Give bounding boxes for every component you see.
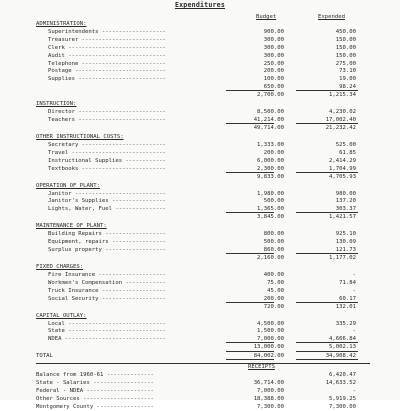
line-item: [0, 320, 400, 328]
line-item: [0, 28, 400, 36]
total-budget-value: 13,000.00: [253, 344, 284, 351]
line-item: [0, 271, 400, 279]
expended-value: 60.17: [339, 295, 356, 302]
total-expended-value: 1,421.57: [329, 214, 356, 221]
grand-total-double-rule: [296, 359, 358, 360]
item-label: Local -----------------------------: [48, 320, 166, 327]
budget-value: 2,300.00: [257, 165, 284, 172]
receipt-label: Federal - NDEA --------------------: [36, 387, 154, 394]
section-total: [0, 91, 400, 99]
leader-dashes: ---------------: [112, 206, 166, 213]
expended-value: 4,230.02: [329, 109, 356, 116]
line-item: [0, 149, 400, 157]
budget-value: 200.00: [263, 295, 284, 302]
section-title: FIXED CHARGES:: [36, 264, 84, 270]
line-item: [0, 67, 400, 75]
receipt-budget-value: 7,300.00: [257, 403, 284, 410]
leader-dashes: -------------------: [98, 28, 166, 35]
line-item: [0, 108, 400, 116]
total-budget-value: 9,833.00: [257, 173, 284, 180]
item-label: Janitor's Supplies ----------------: [48, 198, 166, 205]
leader-dashes: ----------------: [108, 198, 166, 205]
item-label: Lights, Water, Fuel ---------------: [48, 206, 166, 213]
item-label: Telephone -------------------------: [48, 60, 166, 67]
leader-dashes: ---------------------------: [71, 190, 166, 197]
budget-value: 800.00: [263, 231, 284, 238]
item-label: Director --------------------------: [48, 109, 166, 116]
total-budget-value: 3,845.00: [257, 214, 284, 221]
budget-value: 45.00: [267, 287, 284, 294]
total-expended-value: 5,002.13: [329, 344, 356, 351]
section-heading: [0, 20, 400, 28]
item-label: Postage ---------------------------: [48, 68, 166, 75]
total-expended-value: 1,215.34: [329, 92, 356, 99]
section-title: MAINTENANCE OF PLANT:: [36, 223, 107, 230]
expended-value: 19.00: [339, 76, 356, 83]
section-total: [0, 254, 400, 262]
leader-dashes: -------------------------: [78, 165, 166, 172]
expended-value: 303.37: [335, 206, 356, 213]
section-title: ADMINISTRATION:: [36, 21, 87, 27]
total-budget-value: 720.00: [263, 303, 284, 310]
line-item: [0, 52, 400, 60]
total-expended-value: 1,177.02: [329, 254, 356, 261]
receipt-budget-value: 7,000.00: [257, 387, 284, 394]
budget-value: 500.00: [263, 198, 284, 205]
leader-dashes: -----------------------------: [64, 44, 166, 51]
expended-value: 980.00: [335, 190, 356, 197]
total-expended-value: 4,705.93: [329, 173, 356, 180]
item-label: Teachers --------------------------: [48, 117, 166, 123]
receipt-item: [0, 403, 400, 411]
budget-value: 7,000.00: [257, 336, 284, 343]
leader-dashes: -------------------------: [78, 141, 166, 148]
leader-dashes: --------------------------: [74, 117, 166, 123]
section-heading: [0, 312, 400, 320]
budget-value: 6,000.00: [257, 157, 284, 164]
grand-total-budget: 84,002.00: [253, 353, 284, 360]
budget-value: 650.00: [263, 84, 284, 91]
receipt-expended-value: -: [352, 387, 356, 394]
receipt-item: [0, 387, 400, 395]
budget-value: 1,980.00: [257, 190, 284, 197]
grand-total-label: TOTAL: [36, 353, 53, 360]
item-label: Travel ----------------------------: [48, 149, 166, 156]
budget-value: 41,214.00: [253, 117, 284, 123]
leader-dashes: --------------------: [95, 271, 166, 278]
expended-value: 98.24: [339, 84, 356, 91]
expended-value: 130.09: [335, 239, 356, 246]
section-total: [0, 213, 400, 221]
section-heading: [0, 222, 400, 230]
line-item: [0, 287, 400, 295]
line-item: [0, 75, 400, 83]
leader-dashes: ------------------: [101, 247, 166, 253]
page-title: Expenditures: [174, 1, 226, 9]
leader-dashes: -----------------------------: [64, 320, 166, 327]
receipt-expended-value: 5,919.25: [329, 395, 356, 402]
item-label: Social Security -------------------: [48, 295, 166, 302]
leader-dashes: ----------------------------: [68, 149, 166, 156]
item-label: Textbooks -------------------------: [48, 165, 166, 172]
item-label: Fire Insurance --------------------: [48, 271, 166, 278]
item-label: Workmen's Compensation ------------: [48, 279, 166, 286]
budget-value: 1,365.00: [257, 206, 284, 213]
budget-value: 500.00: [263, 239, 284, 246]
expended-value: 1,704.99: [329, 165, 356, 172]
leader-dashes: ------------------------------: [61, 336, 166, 343]
leader-dashes: -------------------: [98, 295, 166, 302]
expended-value: -: [352, 287, 356, 294]
item-label: Audit -----------------------------: [48, 52, 166, 59]
budget-value: 1,500.00: [257, 328, 284, 335]
receipt-budget-value: 18,388.00: [253, 395, 284, 402]
receipt-item: [0, 379, 400, 387]
leader-dashes: -------------------------: [78, 36, 166, 43]
budget-value: 100.00: [263, 76, 284, 83]
item-label: Truck Insurance -------------------: [48, 287, 166, 294]
line-item: [0, 230, 400, 238]
receipt-label: Balance from 1960-61 --------------: [36, 372, 154, 379]
section-title: OPERATION OF PLANT:: [36, 182, 100, 189]
line-item: [0, 44, 400, 52]
expended-value: 71.84: [339, 279, 356, 286]
leader-dashes: ------------: [122, 157, 166, 164]
section-total: [0, 343, 400, 351]
item-label: State -----------------------------: [48, 328, 166, 335]
leader-dashes: ------------------: [101, 231, 166, 238]
receipt-expended-value: 6,420.47: [329, 372, 356, 379]
item-label: Janitor ---------------------------: [48, 190, 166, 197]
leader-dashes: -----------------: [93, 403, 154, 410]
budget-value: 8,500.00: [257, 109, 284, 116]
expended-value: 61.85: [339, 149, 356, 156]
item-label: Treasurer -------------------------: [48, 36, 166, 43]
item-label: NDEA ------------------------------: [48, 336, 166, 343]
leader-dashes: -------------------------: [78, 60, 166, 67]
receipts-heading: RECEIPTS: [248, 364, 275, 371]
leader-dashes: ---------------------------: [71, 68, 166, 75]
leader-dashes: ------------------: [89, 380, 154, 386]
line-item: [0, 279, 400, 287]
receipt-label: Other Sources ---------------------: [36, 395, 154, 402]
line-item: [0, 190, 400, 198]
budget-value: 1,333.00: [257, 141, 284, 148]
budget-value: 300.00: [263, 36, 284, 43]
item-label: Building Repairs ------------------: [48, 231, 166, 238]
expended-value: 73.10: [339, 68, 356, 75]
total-expended-value: 21,232.42: [325, 124, 356, 131]
budget-value: 860.00: [263, 247, 284, 253]
receipt-item: [0, 371, 400, 379]
expended-value: 137.20: [335, 198, 356, 205]
section-title: INSTRUCTION:: [36, 101, 77, 108]
leader-dashes: --------------------------: [74, 76, 166, 83]
section-heading: [0, 182, 400, 190]
expended-value: 450.00: [335, 28, 356, 35]
budget-value: 200.00: [263, 68, 284, 75]
expended-value: 525.00: [335, 141, 356, 148]
total-budget-value: 2,160.00: [257, 254, 284, 261]
section-heading: [0, 100, 400, 108]
receipt-item: [0, 395, 400, 403]
section-title: CAPITAL OUTLAY:: [36, 312, 87, 319]
total-budget-value: 2,700.00: [257, 92, 284, 99]
expended-value: 275.00: [335, 60, 356, 67]
receipt-label: State - Salaries ------------------: [36, 380, 154, 386]
total-expended-value: 132.01: [335, 303, 356, 310]
receipt-label: Montgomery County -----------------: [36, 403, 154, 410]
expended-value: 150.00: [335, 36, 356, 43]
budget-value: 250.00: [263, 60, 284, 67]
budget-value: 75.00: [267, 279, 284, 286]
item-label: Clerk -----------------------------: [48, 44, 166, 51]
receipt-expended-value: 14,633.52: [325, 380, 356, 386]
section-title: OTHER INSTRUCTIONAL COSTS:: [36, 134, 124, 140]
expended-column-header: Expended: [318, 14, 345, 20]
budget-value: 300.00: [263, 52, 284, 59]
item-label: Supplies --------------------------: [48, 76, 166, 83]
section-total: [0, 303, 400, 311]
expended-value: 2,414.29: [329, 157, 356, 164]
leader-dashes: -------------------: [98, 287, 166, 294]
total-budget-value: 49,714.00: [253, 124, 284, 131]
leader-dashes: --------------------------: [74, 109, 166, 116]
item-label: Superintendents -------------------: [48, 28, 166, 35]
receipts-heading-row: [0, 363, 400, 371]
leader-dashes: -----------------------------: [64, 328, 166, 335]
receipt-expended-value: 7,300.00: [329, 403, 356, 410]
expended-value: 17,002.40: [325, 117, 356, 123]
expended-value: 150.00: [335, 44, 356, 51]
line-item: [0, 141, 400, 149]
receipt-budget-value: 36,714.00: [253, 380, 284, 386]
budget-column-header: Budget: [256, 14, 277, 20]
leader-dashes: --------------------: [83, 387, 154, 394]
line-item: [0, 60, 400, 68]
expended-value: 150.00: [335, 52, 356, 59]
expended-value: -: [352, 328, 356, 335]
budget-value: 4,500.00: [257, 320, 284, 327]
section-total: [0, 173, 400, 181]
leader-dashes: --------------: [103, 372, 154, 379]
item-label: Surplus property ------------------: [48, 247, 166, 253]
line-item: [0, 157, 400, 165]
item-label: Instructional Supplies ------------: [48, 157, 166, 164]
budget-value: 200.00: [263, 149, 284, 156]
expended-value: 925.10: [335, 231, 356, 238]
item-label: Equipment, repairs ----------------: [48, 239, 166, 246]
leader-dashes: ----------------: [108, 239, 166, 246]
line-item: [0, 327, 400, 335]
grand-total-expended: 34,908.42: [325, 353, 356, 360]
budget-value: 400.00: [263, 271, 284, 278]
line-item: [0, 197, 400, 205]
line-item: [0, 238, 400, 246]
leader-dashes: ------------: [122, 279, 166, 286]
budget-value: 900.00: [263, 28, 284, 35]
budget-value: 300.00: [263, 44, 284, 51]
leader-dashes: -----------------------------: [64, 52, 166, 59]
line-item: [0, 36, 400, 44]
grand-total-double-rule: [226, 359, 274, 360]
expended-value: 121.73: [335, 247, 356, 253]
item-label: Secretary -------------------------: [48, 141, 166, 148]
section-heading: [0, 133, 400, 141]
expended-value: 4,666.84: [329, 336, 356, 343]
expended-value: 335.29: [335, 320, 356, 327]
section-total: [0, 124, 400, 132]
leader-dashes: ---------------------: [79, 395, 154, 402]
expended-value: -: [352, 271, 356, 278]
section-heading: [0, 263, 400, 271]
